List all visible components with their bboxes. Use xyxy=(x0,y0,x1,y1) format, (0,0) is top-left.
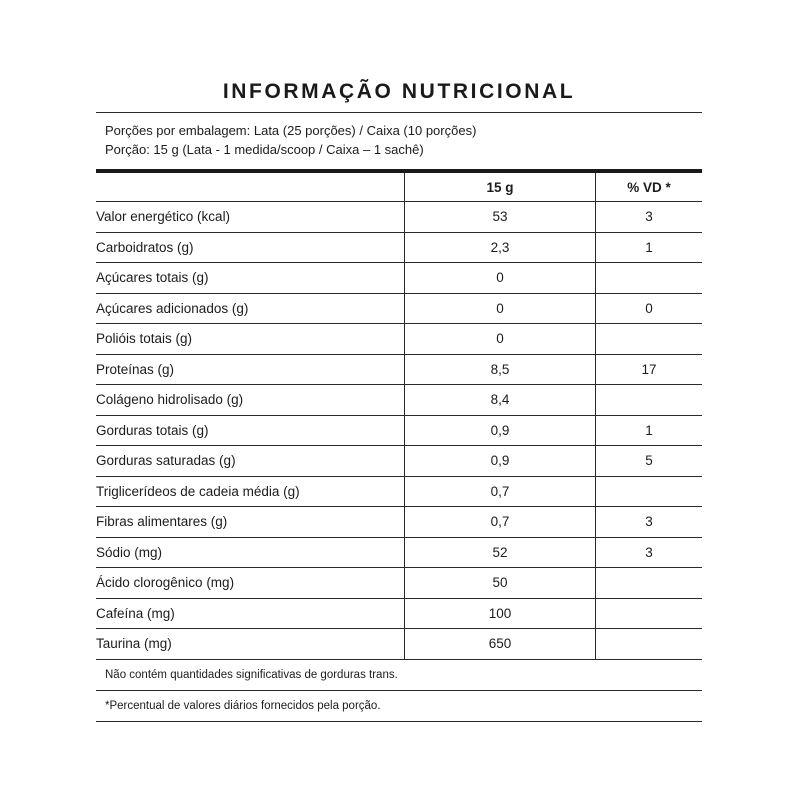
nutrient-value: 0,7 xyxy=(405,507,596,538)
table-row xyxy=(96,232,702,263)
portions-per-package: Porções por embalagem: Lata (25 porções) / Caixa (10 porções) xyxy=(105,123,477,138)
nutrient-daily-value: 1 xyxy=(596,415,703,446)
nutrient-daily-value xyxy=(596,598,703,629)
nutrient-value: 0,9 xyxy=(405,415,596,446)
nutrient-daily-value: 3 xyxy=(596,202,703,233)
table-header-row xyxy=(96,173,702,202)
table-row xyxy=(96,568,702,599)
nutrient-value: 50 xyxy=(405,568,596,599)
nutrient-name: Gorduras saturadas (g) xyxy=(96,446,405,477)
nutrient-value: 8,5 xyxy=(405,354,596,385)
nutrient-daily-value: 17 xyxy=(596,354,703,385)
nutrient-daily-value xyxy=(596,263,703,294)
nutrient-name: Cafeína (mg) xyxy=(96,598,405,629)
nutrient-name: Taurina (mg) xyxy=(96,629,405,660)
nutrient-value: 0 xyxy=(405,263,596,294)
table-row xyxy=(96,537,702,568)
nutrient-daily-value xyxy=(596,324,703,355)
nutrient-name: Proteínas (g) xyxy=(96,354,405,385)
nutrient-name: Fibras alimentares (g) xyxy=(96,507,405,538)
nutrient-value: 52 xyxy=(405,537,596,568)
nutrient-value: 650 xyxy=(405,629,596,660)
nutrient-value: 53 xyxy=(405,202,596,233)
nutrient-daily-value: 3 xyxy=(596,537,703,568)
table-row xyxy=(96,415,702,446)
portion-size: Porção: 15 g (Lata - 1 medida/scoop / Caixa – 1 sachê) xyxy=(105,142,424,157)
nutrient-value: 2,3 xyxy=(405,232,596,263)
nutrient-value: 0 xyxy=(405,324,596,355)
nutrient-value: 0 xyxy=(405,293,596,324)
nutrient-value: 100 xyxy=(405,598,596,629)
nutrient-value: 8,4 xyxy=(405,385,596,416)
nutrition-title: INFORMAÇÃO NUTRICIONAL xyxy=(222,80,576,103)
table-row xyxy=(96,324,702,355)
nutrition-facts-panel xyxy=(96,72,702,722)
table-row xyxy=(96,598,702,629)
nutrient-daily-value: 1 xyxy=(596,232,703,263)
portion-info xyxy=(96,113,702,169)
nutrient-name: Carboidratos (g) xyxy=(96,232,405,263)
nutrient-name: Valor energético (kcal) xyxy=(96,202,405,233)
table-row xyxy=(96,293,702,324)
nutrient-daily-value xyxy=(596,385,703,416)
trans-fat-footnote: Não contém quantidades significativas de gorduras trans. xyxy=(96,660,702,691)
table-row xyxy=(96,446,702,477)
nutrient-daily-value: 3 xyxy=(596,507,703,538)
nutrient-value: 0,7 xyxy=(405,476,596,507)
header-portion: 15 g xyxy=(405,173,596,202)
nutrient-daily-value xyxy=(596,568,703,599)
nutrient-name: Gorduras totais (g) xyxy=(96,415,405,446)
table-row xyxy=(96,476,702,507)
header-nutrient xyxy=(96,173,405,202)
nutrient-daily-value: 0 xyxy=(596,293,703,324)
table-row xyxy=(96,507,702,538)
nutrient-value: 0,9 xyxy=(405,446,596,477)
table-row xyxy=(96,202,702,233)
nutrient-daily-value xyxy=(596,476,703,507)
nutrient-name: Açúcares adicionados (g) xyxy=(96,293,405,324)
table-row xyxy=(96,629,702,660)
table-row xyxy=(96,354,702,385)
header-daily-value: % VD * xyxy=(596,173,703,202)
nutrient-name: Sódio (mg) xyxy=(96,537,405,568)
table-row xyxy=(96,385,702,416)
nutrition-table xyxy=(96,173,702,660)
nutrient-name: Polióis totais (g) xyxy=(96,324,405,355)
nutrient-name: Triglicerídeos de cadeia média (g) xyxy=(96,476,405,507)
daily-value-footnote: *Percentual de valores diários fornecidos pela porção. xyxy=(96,691,702,722)
nutrient-daily-value xyxy=(596,629,703,660)
nutrient-name: Açúcares totais (g) xyxy=(96,263,405,294)
nutrient-name: Colágeno hidrolisado (g) xyxy=(96,385,405,416)
nutrient-daily-value: 5 xyxy=(596,446,703,477)
nutrient-name: Ácido clorogênico (mg) xyxy=(96,568,405,599)
table-row xyxy=(96,263,702,294)
